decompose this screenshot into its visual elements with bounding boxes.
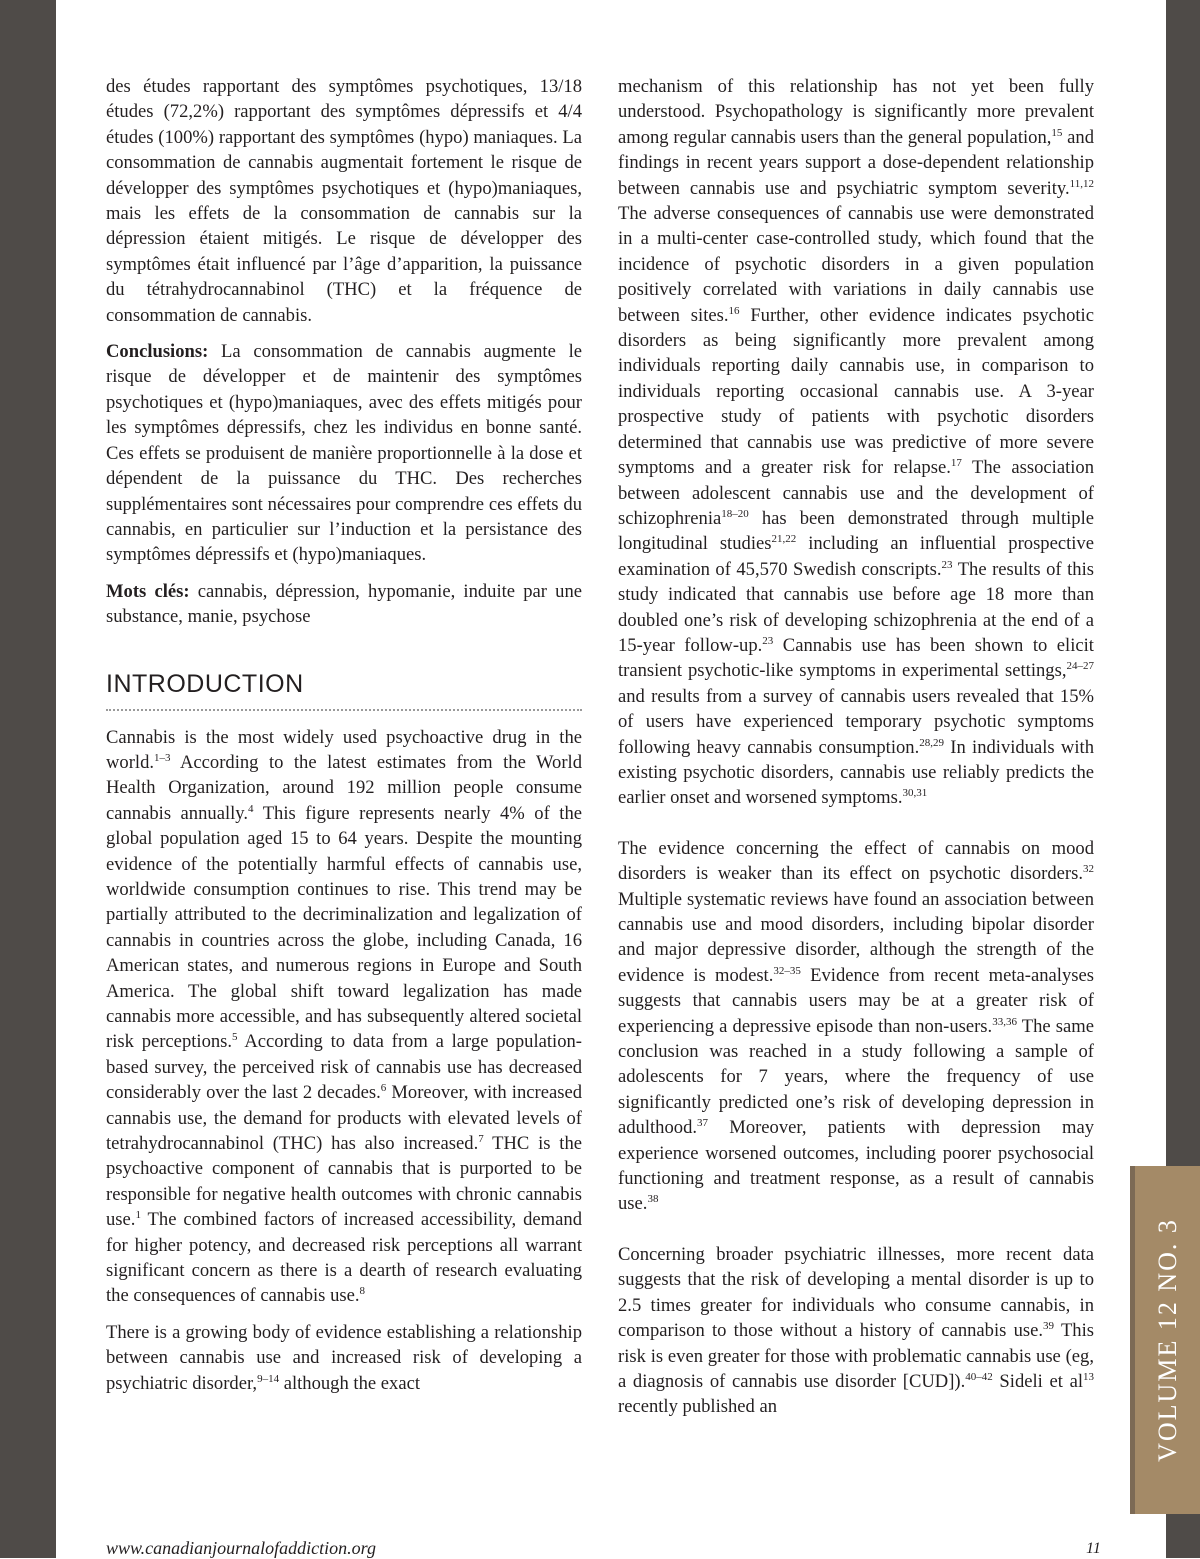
citation: 21,22: [771, 533, 797, 546]
conclusions-text: La consommation de cannabis augmente le risque de développer et de maintenir des symptômes psychotiques et (hypo)maniaques, avec des effets mitigés pour les symptômes dépressifs, chez les individus en bonne santé. Ces effets se produisent de manière proportionnelle à la dose et dépendent de la puissance du THC. Des recherches supplémentaires sont nécessaires pour comprendre ces effets du cannabis, en particulier sur l’induction et la persistance des symptômes dépressifs et (hypo)maniaques.: [106, 341, 582, 566]
keywords-label: Mots clés:: [106, 580, 190, 602]
citation: 38: [647, 1193, 659, 1206]
page-number: 11: [1086, 1540, 1101, 1557]
citation: 7: [478, 1133, 484, 1146]
citation: 37: [697, 1117, 709, 1130]
citation: 18–20: [721, 507, 749, 520]
citation: 23: [762, 634, 774, 647]
abstract-results-paragraph: des études rapportant des symptômes psychotiques, 13/18 études (72,2%) rapportant des symptômes dépressifs et 4/4 études (100%) rapportant des symptômes (hypo) maniaques. La consommation de cannabis augmentait fortement le risque de développer des symptômes psychotiques et (hypo)maniaques, mais les effets de la consommation de cannabis sur la dépression étaient mitigés. Le risque de développer des symptômes était influencé par l’âge d’apparition, la puissance du tétrahydrocannabinol (THC) et la fréquence de consommation de cannabis.: [106, 76, 582, 326]
intro-paragraph-1: Cannabis is the most widely used psychoactive drug in the world.$^{1-3}$ According to the latest estimates from the World Health Organization, around 192 million people consume cannabis annually.$^4$ This figure represents nearly 4% of the global population aged 15 to 64 years. Despite the mounting evidence of the potentially harmful effects of cannabis use, worldwide consumption continues to rise. This trend may be partially attributed to the decriminalization and legalization of cannabis in countries across the globe, including Canada, 16 American states, and numerous regions in Europe and South America. The global shift toward legalization has made cannabis more accessible, and has subsequently altered societal risk perceptions.$^5$ According to data from a large population-based survey, the perceived risk of cannabis use has decreased considerably over the last 2 decades.$^6$ Moreover, with increased cannabis use, the demand for products with elevated levels of tetrahydrocannabinol (THC) has also increased.$^7$ THC is the psychoactive component of cannabis that is purported to be responsible for negative health outcomes with chronic cannabis use.$^1$ The combined factors of increased accessibility, demand for higher potency, and decreased risk perceptions all warrant significant concern as there is a dearth of research evaluating the consequences of cannabis use.$^8$: [106, 726, 582, 1307]
citation: 5: [232, 1031, 238, 1044]
citation: 15: [1051, 126, 1063, 139]
citation: 30,31: [902, 787, 928, 800]
citation: 32–35: [773, 964, 801, 977]
citation: 17: [950, 457, 962, 470]
keywords-text: cannabis, dépression, hypomanie, induite par une substance, manie, psychose: [106, 580, 582, 628]
section-heading-introduction: INTRODUCTION: [106, 669, 582, 711]
citation: 28,29: [919, 736, 945, 749]
intro-paragraph-4: The evidence concerning the effect of cannabis on mood disorders is weaker than its effect on psychotic disorders.$^{32}$ Multiple systematic reviews have found an association between cannabis use and mood disorders, including bipolar disorder and major depressive disorder, although the strength of the evidence is modest.$^{32-35}$ Evidence from recent meta-analyses suggests that cannabis users may be at a greater risk of experiencing a depressive episode than non-users.$^{33,36}$ The same conclusion was reached in a study following a sample of adolescents for 7 years, where the frequency of use significantly predicted one’s risk of developing depression in adulthood.$^{37}$ Moreover, patients with depression may experience worsened outcomes, including poorer psychosocial functioning and treatment response, as a result of cannabis use.$^{38}$: [618, 837, 1095, 1215]
citation: 8: [359, 1285, 366, 1298]
citation: 32: [1083, 863, 1094, 876]
conclusions-paragraph: [106, 339, 582, 568]
citation: 16: [728, 304, 740, 317]
citation: 24–27: [1066, 660, 1094, 673]
citation: 6: [380, 1082, 387, 1095]
intro-paragraph-2: There is a growing body of evidence establishing a relationship between cannabis use and increased risk of developing a psychiatric disorder,$^{9-14}$ although the exact: [106, 1321, 582, 1394]
citation: 39: [1043, 1320, 1055, 1333]
intro-paragraph-5: Concerning broader psychiatric illnesses, more recent data suggests that the risk of developing a mental disorder is up to 2.5 times greater for individuals who consume cannabis, in comparison to those without a history of cannabis use.$^{39}$ This risk is even greater for those with problematic cannabis use (eg, a diagnosis of cannabis use disorder [CUD]).$^{40-42}$ Sideli et $al^{13}$ recently published an: [618, 1243, 1095, 1418]
citation: 1: [135, 1209, 141, 1222]
right-column: [618, 74, 1094, 1431]
citation: 33,36: [992, 1015, 1017, 1028]
citation: 4: [248, 802, 254, 815]
citation: 40–42: [965, 1370, 993, 1383]
volume-tab: [1130, 1166, 1200, 1514]
volume-label: VOLUME 12 NO. 3: [1152, 1218, 1182, 1462]
citation: 23: [941, 558, 953, 571]
journal-url[interactable]: www.canadianjournalofaddiction.org: [106, 1538, 377, 1558]
citation: 11,12: [1069, 177, 1094, 190]
citation: 13: [1083, 1370, 1095, 1383]
citation: 1–3: [154, 751, 171, 764]
keywords-paragraph: [106, 579, 582, 630]
left-column: [106, 74, 582, 1407]
intro-paragraph-3: mechanism of this relationship has not yet been fully understood. Psychopathology is significantly more prevalent among regular cannabis users than the general population,$^{15}$ and findings in recent years support a dose-dependent relationship between cannabis use and psychiatric symptom severity.$^{11,12}$ The adverse consequences of cannabis use were demonstrated in a multi-center case-controlled study, which found that the incidence of psychotic disorders in a given population positively correlated with variations in daily cannabis use between sites.$^{16}$ Further, other evidence indicates psychotic disorders as being significantly more prevalent among individuals reporting daily cannabis use, in comparison to individuals reporting occasional cannabis use. A 3-year prospective study of patients with psychotic disorders determined that cannabis use was predictive of more severe symptoms and a greater risk for relapse.$^{17}$ The association between adolescent cannabis use and the development of schizophrenia$^{18-20}$ has been demonstrated through multiple longitudinal studies$^{21,22}$ including an influential prospective examination of 45,570 Swedish conscripts.$^{23}$ The results of this study indicated that cannabis use before age 18 more than doubled one’s risk of developing schizophrenia at the end of a 15-year follow-up.$^{23}$ Cannabis use has been shown to elicit transient psychotic-like symptoms in experimental settings,$^{24-27}$ and results from a survey of cannabis users revealed that 15% of users have experienced temporary psychotic symptoms following heavy cannabis consumption.$^{28,29}$ In individuals with existing psychotic disorders, cannabis use reliably predicts the earlier onset and worsened symptoms.$^{30,31}$: [618, 76, 1094, 809]
conclusions-label: Conclusions:: [106, 341, 209, 363]
citation: 9–14: [257, 1372, 280, 1385]
left-margin-bar: [0, 0, 56, 1558]
